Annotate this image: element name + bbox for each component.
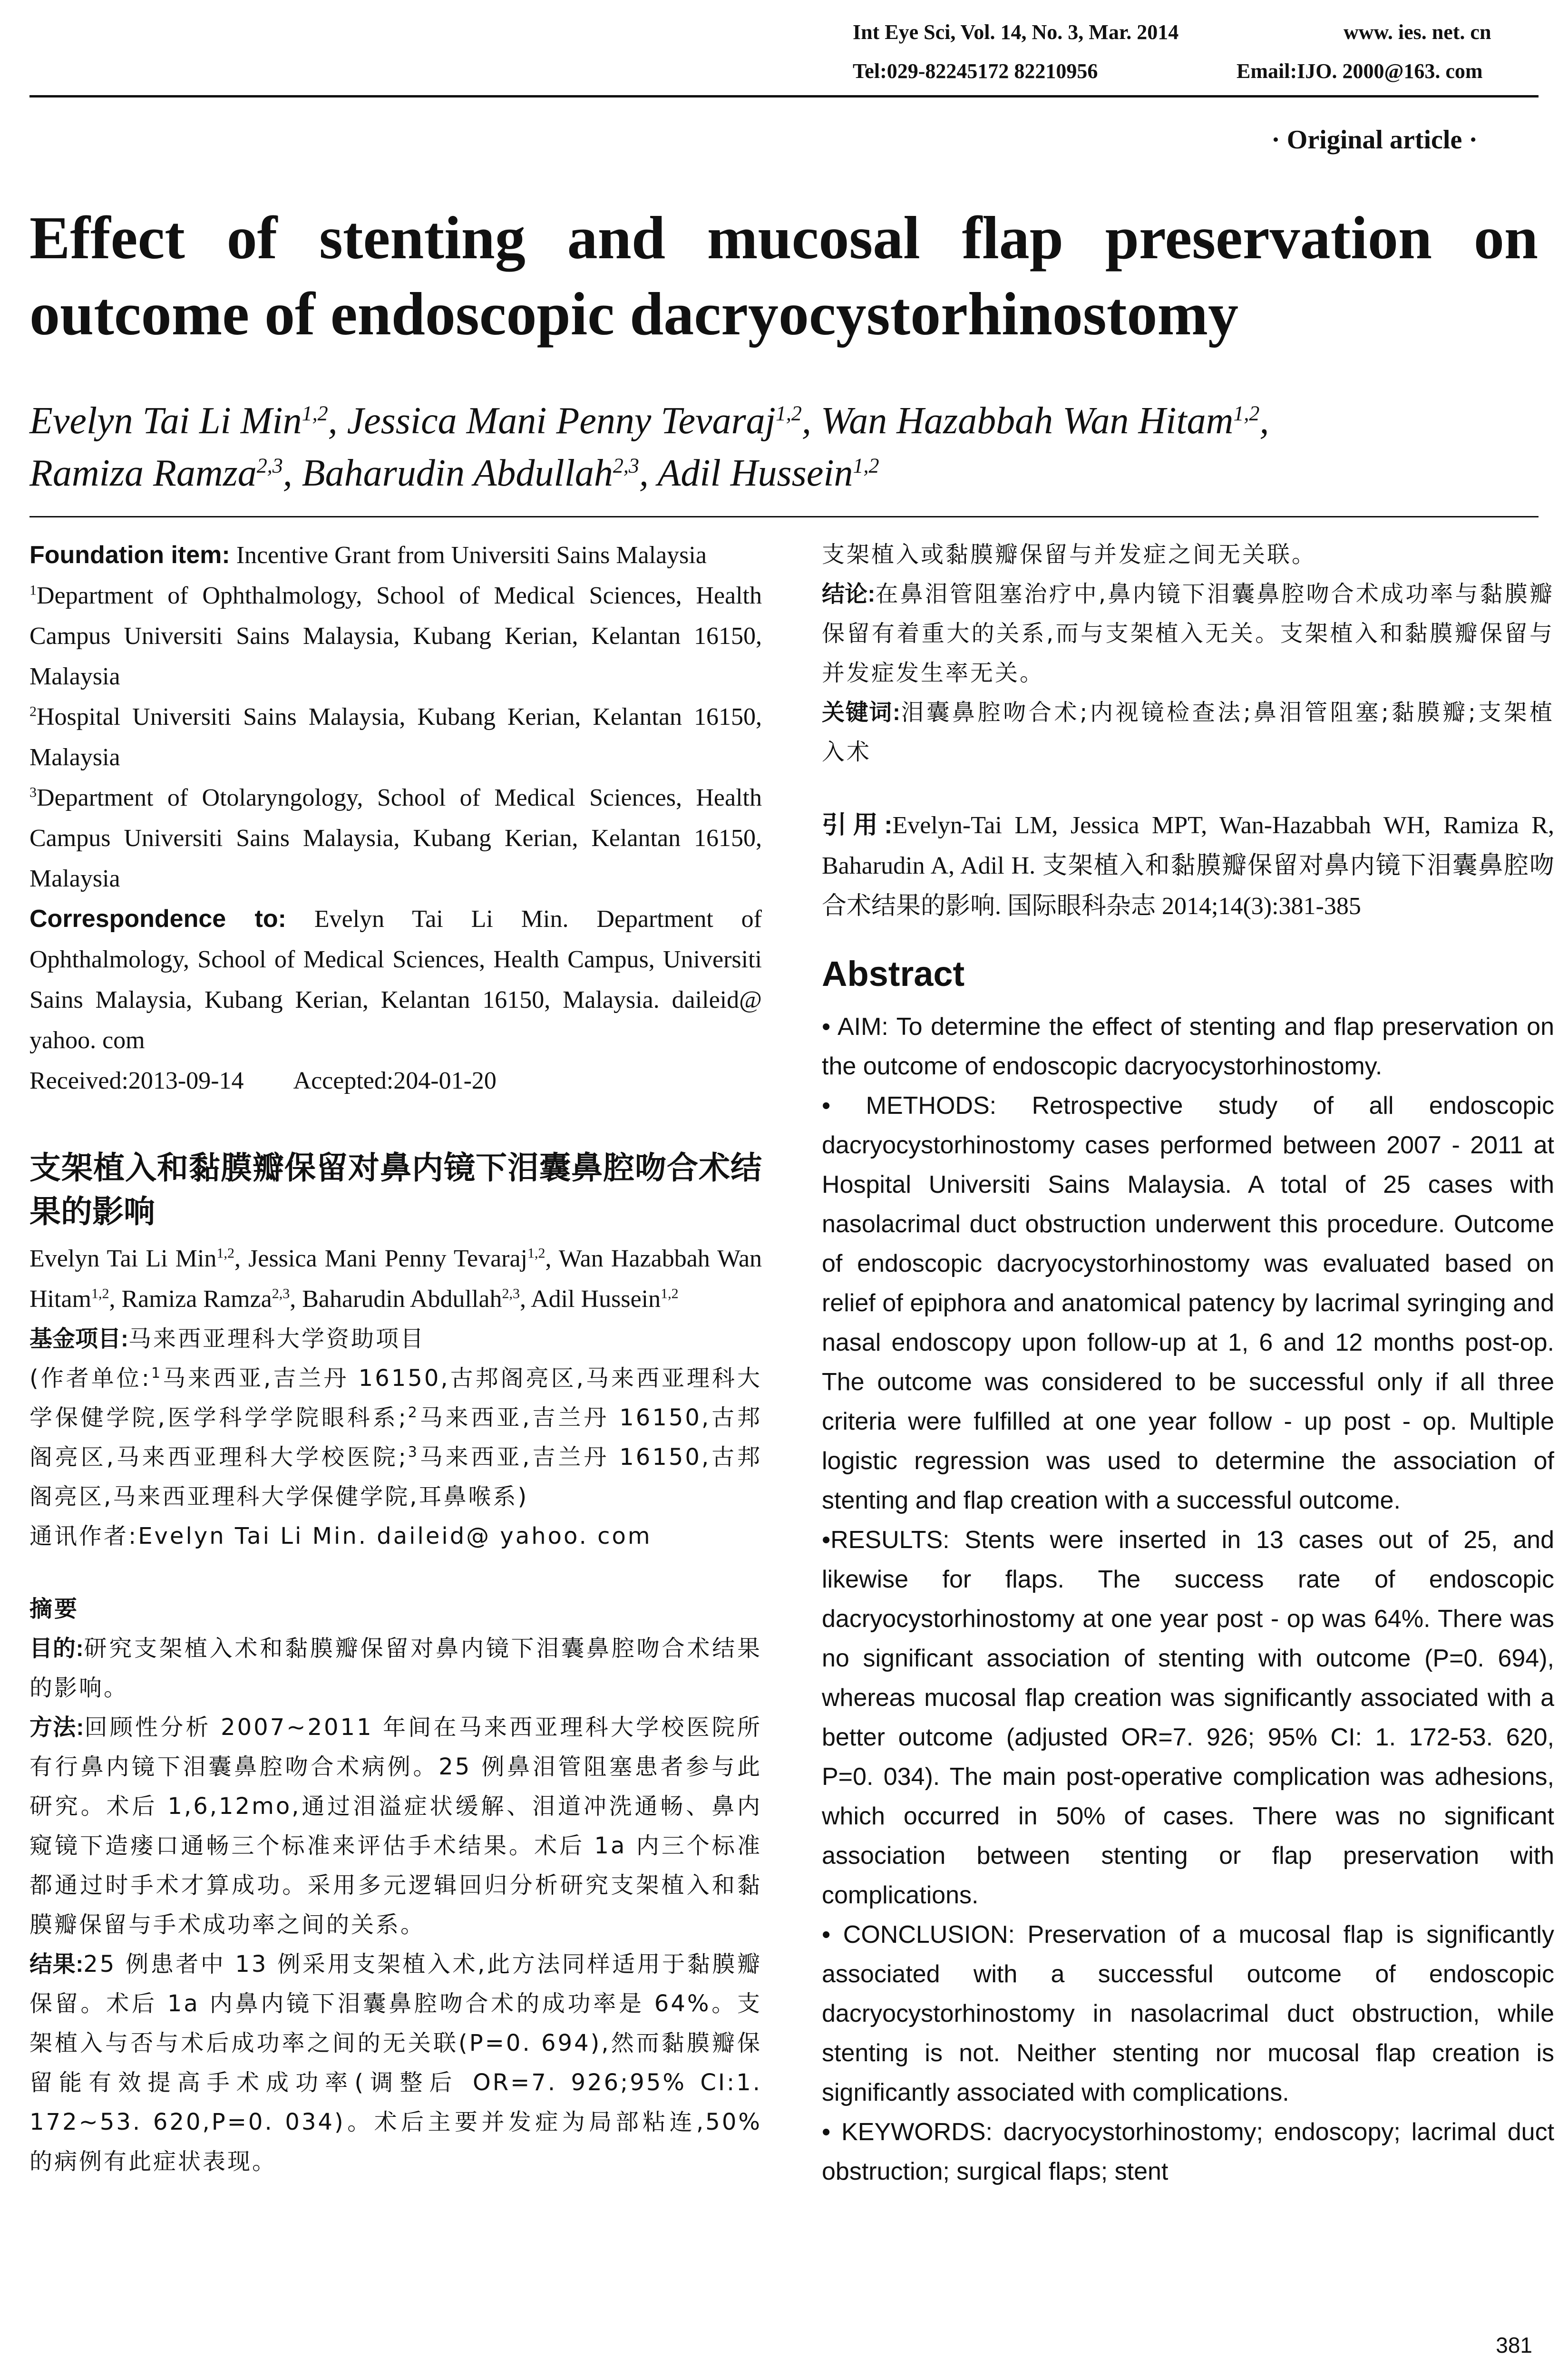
spacer — [29, 1556, 762, 1589]
abstract-conclusion — [822, 1915, 1554, 2113]
cn-affiliations — [29, 1359, 762, 1517]
aim-text: To determine the effect of stenting and flap preservation on the outcome of endoscopic dacryocystorhinostomy. — [822, 1013, 1555, 1080]
author-name: Ramiza Ramza — [29, 452, 257, 494]
right-column — [822, 535, 1554, 2192]
cn-author-affiliation: 2,3 — [272, 1286, 290, 1302]
cn-author-name: Wan Hazabbah Wan Hitam — [29, 1245, 762, 1313]
cn-methods-label: 方法: — [29, 1715, 84, 1740]
affiliation-number: 2 — [408, 1404, 419, 1421]
cn-conclusion-text: 在鼻泪管阻塞治疗中,鼻内镜下泪囊鼻腔吻合术成功率与黏膜瓣保留有着重大的关系,而与支架植入无关。支架植入和黏膜瓣保留与并发症发生率无关。 — [822, 581, 1554, 686]
cn-abstract-heading: 摘要 — [29, 1596, 79, 1622]
author-name: Wan Hazabbah Wan Hitam — [820, 400, 1234, 442]
citation-text: Evelyn-Tai LM, Jessica MPT, Wan-Hazabbah WH, Ramiza R, Baharudin A, Adil H. 支架植入和黏膜瓣保留对鼻内镜下泪囊鼻腔吻合术结果的影响. 国际眼科杂志 2014;14(3):381-385 — [822, 812, 1554, 920]
author-name: Evelyn Tai Li Min — [29, 400, 302, 442]
journal-line: Int Eye Sci, Vol. 14, No. 3, Mar. 2014 — [853, 20, 1179, 44]
journal-website: www. ies. net. cn — [1344, 20, 1491, 44]
correspondence — [29, 899, 762, 1061]
cn-conclusion — [822, 575, 1554, 693]
author-name: Baharudin Abdullah — [302, 452, 613, 494]
conclusion-label: • CONCLUSION: — [822, 1921, 1015, 1948]
citation-label: 引用: — [822, 811, 893, 839]
accepted-date: Accepted:204-01-20 — [293, 1067, 497, 1094]
affiliation-text: Hospital Universiti Sains Malaysia, Kubang Kerian, Kelantan 16150, Malaysia — [29, 703, 762, 771]
abstract-aim — [822, 1007, 1554, 1086]
foundation-item — [29, 535, 762, 575]
cn-keywords-label: 关键词: — [822, 700, 900, 725]
received-date: Received:2013-09-14 — [29, 1067, 244, 1094]
cn-fund-text: 马来西亚理科大学资助项目 — [128, 1325, 426, 1352]
journal-email: Email:IJO. 2000@163. com — [1237, 59, 1483, 83]
cn-author-affiliation: 1,2 — [91, 1286, 109, 1302]
results-text: Stents were inserted in 13 cases out of 25, and likewise for flaps. The success rate of endoscopic dacryocystorhinostomy at one year post - op was 64%. There was no significant association of stenting with outcome (P=0. 694), whereas mucosal flap creation was significantly associated with a better outcome (adjusted OR=7. 926; 95% CI: 1. 172-53. 620, P=0. 034). The main post-operative complication was adhesions, which occurred in 50% of cases. There was no significant association between stenting or flap preservation with complications. — [822, 1526, 1554, 1909]
page-number: 381 — [1496, 2333, 1532, 2358]
keywords-label: • KEYWORDS: — [822, 2118, 993, 2146]
cn-conclusion-label: 结论: — [822, 582, 876, 607]
cn-fund-label: 基金项目: — [29, 1326, 128, 1352]
affiliation-number: 2 — [29, 703, 37, 720]
header-rule — [29, 95, 1539, 97]
affiliation-number: 3 — [408, 1444, 419, 1461]
cn-methods-text: 回顾性分析 2007~2011 年间在马来西亚理科大学校医院所有行鼻内镜下泪囊鼻腔吻合术病例。25 例鼻泪管阻塞患者参与此研究。术后 1,6,12mo,通过泪溢症状缓解、泪道冲洗通畅、鼻内窥镜下造瘘口通畅三个标准来评估手术结果。术后 1a 内三个标准都通过时手术才算成功。采用多元逻辑回归分析研究支架植入和黏膜瓣保留与手术成功率之间的关系。 — [29, 1714, 762, 1938]
author-name: Adil Hussein — [657, 452, 853, 494]
affiliation-1 — [29, 575, 762, 697]
cn-author-affiliation: 1,2 — [216, 1245, 234, 1261]
affiliation-3 — [29, 778, 762, 899]
cn-author-name: Adil Hussein — [531, 1286, 661, 1313]
cn-corr-label: 通讯作者: — [29, 1523, 138, 1549]
abstract-results — [822, 1520, 1554, 1915]
author-affiliation: 2,3 — [256, 454, 283, 477]
cn-title: 支架植入和黏膜瓣保留对鼻内镜下泪囊鼻腔吻合术结果的影响 — [29, 1150, 762, 1230]
methods-label: • METHODS: — [822, 1092, 997, 1120]
aim-label: • AIM: — [822, 1013, 888, 1041]
cn-results-text: 25 例患者中 13 例采用支架植入术,此方法同样适用于黏膜瓣保留。术后 1a 内鼻内镜下泪囊鼻腔吻合术的成功率是 64%。支架植入与否与术后成功率之间的无关联(P=0. 694),然而黏膜瓣保留能有效提高手术成功率(调整后 OR=7. 926;95% CI:1. 172~53. 620,P=0. 034)。术后主要并发症为局部粘连,50% 的病例有此症状表现。 — [29, 1951, 762, 2175]
title-line-1: Effect of stenting and mucosal flap preservation on — [29, 204, 1538, 272]
cn-affiliation-1: 马来西亚,吉兰丹 16150,古邦阁亮区,马来西亚理科大学保健学院,医学科学学院眼科系; — [29, 1365, 762, 1431]
article-title — [29, 200, 1538, 352]
cn-methods — [29, 1708, 762, 1945]
cn-author-affiliation: 2,3 — [502, 1286, 520, 1302]
spacer — [822, 772, 1554, 805]
affiliation-number: 1 — [151, 1365, 163, 1382]
abstract-keywords — [822, 2113, 1554, 2192]
cn-author-name: Evelyn Tai Li Min — [29, 1245, 217, 1272]
foundation-text: Incentive Grant from Universiti Sains Malaysia — [236, 542, 707, 569]
cn-aim — [29, 1629, 762, 1708]
methods-text: Retrospective study of all endoscopic dacryocystorhinostomy cases performed between 2007 - 2011 at Hospital Universiti Sains Malaysia. A total of 25 cases with nasolacrimal duct obstruction underwent this procedure. Outcome of endoscopic dacryocystorhinostomy was evaluated based on relief of epiphora and anatomical patency by lacrimal syringing and nasal endoscopy upon follow-up at 1, 6 and 12 months post-op. The outcome was considered to be successful only if all three criteria were fulfilled at one year follow - up post - op. Multiple logistic regression was used to determine the association of stenting and flap creation with a successful outcome. — [822, 1092, 1554, 1514]
cn-fund — [29, 1319, 762, 1359]
cn-keywords-text: 泪囊鼻腔吻合术;内视镜检查法;鼻泪管阻塞;黏膜瓣;支架植入术 — [822, 699, 1554, 765]
affiliation-number: 3 — [29, 784, 37, 800]
cn-results-continued: 支架植入或黏膜瓣保留与并发症之间无关联。 — [822, 541, 1317, 568]
author-affiliation: 1,2 — [853, 454, 879, 477]
citation — [822, 805, 1554, 926]
affiliation-text: Department of Otolaryngology, School of Medical Sciences, Health Campus Universiti Sains Malaysia, Kubang Kerian, Kelantan 16150, Malaysia — [29, 784, 762, 892]
cn-aim-label: 目的: — [29, 1636, 84, 1661]
abstract-methods — [822, 1086, 1554, 1520]
authors-rule — [29, 516, 1539, 517]
cn-corr-text: Evelyn Tai Li Min. daileid@ yahoo. com — [138, 1523, 652, 1549]
cn-aim-text: 研究支架植入术和黏膜瓣保留对鼻内镜下泪囊鼻腔吻合术结果的影响。 — [29, 1635, 762, 1701]
author-affiliation: 1,2 — [1233, 401, 1260, 425]
cn-affiliation-2: 马来西亚,吉兰丹 16150,古邦阁亮区,马来西亚理科大学校医院; — [29, 1404, 762, 1471]
cn-author-name: Baharudin Abdullah — [302, 1286, 502, 1313]
affiliation-number: 1 — [29, 582, 37, 598]
cn-aff-open: (作者单位: — [29, 1365, 151, 1392]
foundation-label: Foundation item: — [29, 541, 230, 569]
cn-author-name: Jessica Mani Penny Tevaraj — [248, 1245, 528, 1272]
cn-author-affiliation: 1,2 — [661, 1286, 679, 1302]
cn-author-affiliation: 1,2 — [527, 1245, 545, 1261]
dates — [29, 1061, 762, 1101]
journal-phone: Tel:029-82245172 82210956 — [853, 59, 1098, 83]
correspondence-label: Correspondence to: — [29, 905, 286, 933]
conclusion-text: Preservation of a mucosal flap is significantly associated with a successful outcome of endoscopic dacryocystorhinostomy in nasolacrimal duct obstruction, while stenting is not. Neither stenting nor mucosal flap creation is significantly associated with complications. — [822, 1921, 1554, 2106]
abstract-heading: Abstract — [822, 954, 965, 994]
correspondence-text: Evelyn Tai Li Min. Department of Ophthalmology, School of Medical Sciences, Health Campus, Universiti Sains Malaysia, Kubang Kerian, Kelantan 16150, Malaysia. daileid@ yahoo. com — [29, 906, 762, 1054]
article-type: · Original article · — [1271, 125, 1478, 155]
author-affiliation: 1,2 — [775, 401, 802, 425]
author-list: Evelyn Tai Li Min$^{1,2}$, Jessica Mani Penny Tevaraj$^{1,2}$, Wan Hazabbah Wan Hitam$^{1,2}$, Ramiza Ramza$^{2,3}$, Baharudin Abdullah$^{2,3}$, Adil Hussein$^{1,2}$ — [29, 400, 1269, 494]
cn-author-list: Evelyn Tai Li Min$^{1,2}$, Jessica Mani Penny Tevaraj$^{1,2}$, Wan Hazabbah Wan Hitam$^{1,2}$, Ramiza Ramza$^{2,3}$, Baharudin Abdullah$^{2,3}$, Adil Hussein$^{1,2}$ — [29, 1245, 762, 1313]
author-affiliation: 2,3 — [613, 454, 639, 477]
cn-correspondence — [29, 1517, 762, 1556]
cn-results — [29, 1945, 762, 2182]
author-name: Jessica Mani Penny Tevaraj — [347, 400, 776, 442]
author-affiliation: 1,2 — [302, 401, 328, 425]
cn-results-label: 结果: — [29, 1952, 84, 1977]
cn-author-name: Ramiza Ramza — [121, 1286, 272, 1313]
keywords-text: dacryocystorhinostomy; endoscopy; lacrimal duct obstruction; surgical flaps; stent — [822, 2118, 1555, 2185]
affiliation-2 — [29, 697, 762, 778]
affiliation-text: Department of Ophthalmology, School of Medical Sciences, Health Campus Universiti Sains Malaysia, Kubang Kerian, Kelantan 16150, Malaysia — [29, 582, 762, 690]
left-column — [29, 535, 762, 2182]
cn-keywords — [822, 693, 1554, 772]
results-label: •RESULTS: — [822, 1526, 950, 1554]
title-line-2: outcome of endoscopic dacryocystorhinostomy — [29, 280, 1238, 348]
cn-affiliation-3: 马来西亚,吉兰丹 16150,古邦阁亮区,马来西亚理科大学保健学院,耳鼻喉系) — [29, 1444, 762, 1510]
